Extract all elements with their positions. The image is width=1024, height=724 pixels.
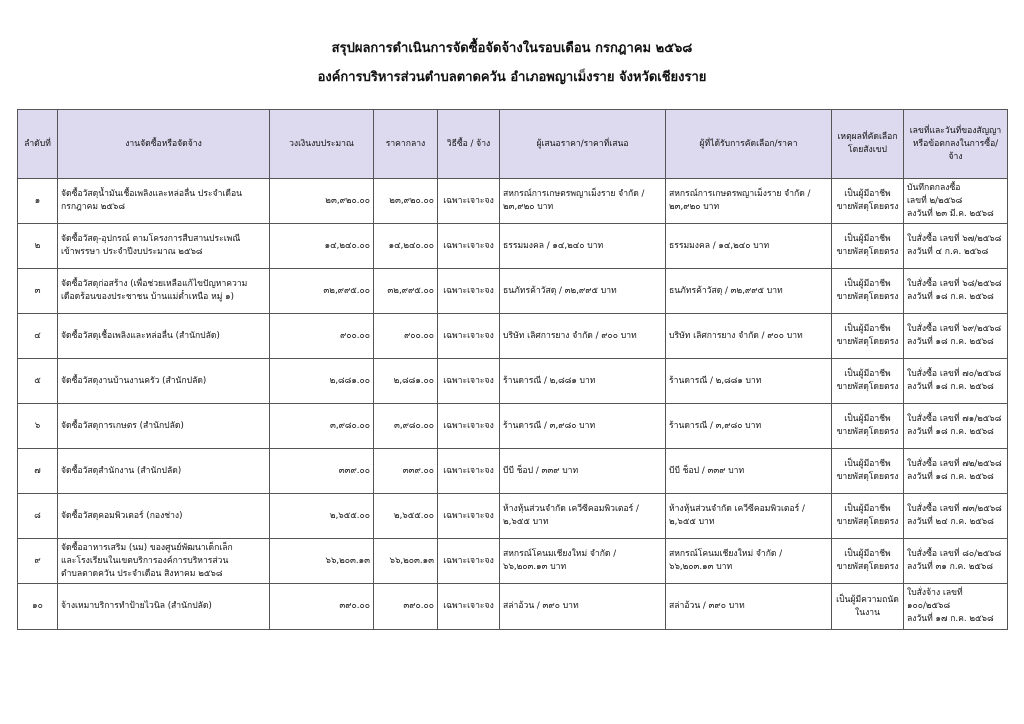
cell-line: ขายพัสดุโดยตรง [836, 202, 899, 212]
cell-line: สหกรณ์การเกษตรพญาเม็งราย จำกัด / [669, 189, 811, 199]
cell-line: ขายพัสดุโดยตรง [836, 337, 899, 347]
header-median: ราคากลาง [374, 110, 438, 179]
header-bidders: ผู้เสนอราคา/ราคาที่เสนอ [500, 110, 666, 179]
cell-line: ๒๓,๙๒๐ บาท [503, 202, 554, 212]
cell-method: เฉพาะเจาะจง [438, 224, 500, 269]
cell-line: จัดซื้อวัสดุคอมพิวเตอร์ (กองช่าง) [61, 510, 183, 521]
cell-contract [904, 314, 1008, 359]
cell-line: เป็นผู้มีอาชีพ [844, 234, 891, 244]
cell-bidders [500, 224, 666, 269]
cell-line: ลงวันที่ ๑๘ ก.ค. ๒๕๖๘ [907, 472, 994, 482]
cell-no: ๖ [18, 404, 58, 449]
cell-line: บันทึกตกลงซื้อ [907, 182, 961, 193]
cell-no: ๔ [18, 314, 58, 359]
cell-line: ร้านดารณี / ๓,๙๘๐ บาท [669, 420, 762, 431]
cell-budget: ๒,๖๕๕.๐๐ [270, 494, 374, 539]
procurement-table [17, 109, 1008, 630]
cell-line: เป็นผู้มีอาชีพ [844, 549, 891, 559]
cell-line: ใบสั่งซื้อ เลขที่ ๖๙/๒๕๖๘ [907, 324, 1002, 334]
cell-line: จัดซื้อวัสดุสำนักงาน (สำนักปลัด) [61, 465, 182, 476]
cell-median: ๖๖,๒๐๓.๑๓ [374, 539, 438, 584]
cell-line: ใบสั่งซื้อ เลขที่ ๗๐/๒๕๖๘ [907, 369, 1002, 379]
cell-line: และโรงเรียนในเขตบริการองค์การบริหารส่วน [61, 555, 229, 566]
cell-line: จัดซื้ออาหารเสริม (นม) ของศูนย์พัฒนาเด็กเล็ก [61, 542, 233, 553]
cell-winner [666, 449, 832, 494]
cell-winner [666, 494, 832, 539]
table-header-row [18, 110, 1008, 179]
cell-item [58, 179, 270, 224]
cell-line: ธรรมมงคล / ๑๔,๒๔๐ บาท [503, 240, 604, 251]
cell-no: ๓ [18, 269, 58, 314]
cell-line: ลงวันที่ ๒๓ มี.ค. ๒๕๖๘ [907, 208, 994, 219]
cell-method: เฉพาะเจาะจง [438, 584, 500, 630]
cell-median: ๓๓๙.๐๐ [374, 449, 438, 494]
cell-line: ๒,๖๕๕ บาท [503, 517, 549, 527]
cell-line: ใบสั่งซื้อ เลขที่ ๗๑/๒๕๖๘ [907, 414, 1002, 424]
cell-line: ขายพัสดุโดยตรง [836, 292, 899, 302]
cell-line: เป็นผู้มีอาชีพ [844, 369, 891, 379]
cell-method: เฉพาะเจาะจง [438, 494, 500, 539]
cell-item [58, 269, 270, 314]
header-reason [832, 110, 904, 179]
cell-no: ๑ [18, 179, 58, 224]
cell-line: ธนภัทรค้าวัสดุ / ๓๒,๙๙๕ บาท [503, 285, 617, 296]
cell-item [58, 539, 270, 584]
cell-no: ๘ [18, 494, 58, 539]
cell-line: ขายพัสดุโดยตรง [836, 472, 899, 482]
cell-bidders [500, 539, 666, 584]
cell-method: เฉพาะเจาะจง [438, 179, 500, 224]
cell-item [58, 494, 270, 539]
cell-winner [666, 314, 832, 359]
cell-contract [904, 539, 1008, 584]
cell-line: จ้างเหมาบริการทำป้ายไวนิล (สำนักปลัด) [61, 601, 212, 611]
cell-reason [832, 224, 904, 269]
cell-method: เฉพาะเจาะจง [438, 539, 500, 584]
cell-line: บีบี ช็อป / ๓๓๙ บาท [503, 465, 579, 476]
cell-line: ร้านดารณี / ๒,๘๘๑ บาท [503, 375, 596, 386]
table-row [18, 404, 1008, 449]
cell-method: เฉพาะเจาะจง [438, 269, 500, 314]
cell-line: ลงวันที่ ๑๘ ก.ค. ๒๕๖๘ [907, 427, 994, 437]
cell-line: จัดซื้อวัสดุเชื้อเพลิงและหล่อลื่น (สำนักปลัด) [61, 330, 220, 341]
cell-contract [904, 224, 1008, 269]
cell-median: ๑๔,๒๔๐.๐๐ [374, 224, 438, 269]
cell-contract [904, 359, 1008, 404]
header-reason-line: เหตุผลที่คัดเลือก [837, 132, 898, 142]
cell-line: ธนภัทรค้าวัสดุ / ๓๒,๙๙๕ บาท [669, 285, 783, 296]
table-row [18, 539, 1008, 584]
cell-line: ขายพัสดุโดยตรง [836, 562, 899, 572]
cell-line: ขายพัสดุโดยตรง [836, 247, 899, 257]
cell-winner [666, 224, 832, 269]
cell-no: ๕ [18, 359, 58, 404]
cell-reason [832, 404, 904, 449]
header-contract [904, 110, 1008, 179]
cell-reason [832, 584, 904, 630]
cell-line: ๖๖,๒๐๓.๑๓ บาท [503, 562, 567, 572]
cell-line: ใบสั่งซื้อ เลขที่ ๘๐/๒๕๖๘ [907, 549, 1002, 559]
cell-bidders [500, 179, 666, 224]
cell-budget: ๓๒,๙๙๕.๐๐ [270, 269, 374, 314]
cell-line: ในงาน [855, 607, 880, 618]
cell-line: สล่าอ้วน / ๓๙๐ บาท [669, 601, 745, 611]
cell-no: ๒ [18, 224, 58, 269]
cell-line: จัดซื้อวัสดุน้ำมันเชื้อเพลิงและหล่อลื่น ประจำเดือน [61, 189, 242, 199]
cell-line: เป็นผู้มีอาชีพ [844, 504, 891, 514]
table-row [18, 224, 1008, 269]
cell-line: ขายพัสดุโดยตรง [836, 517, 899, 527]
cell-line: บีบี ช็อป / ๓๓๙ บาท [669, 465, 745, 476]
cell-median: ๓,๙๘๐.๐๐ [374, 404, 438, 449]
cell-reason [832, 539, 904, 584]
cell-bidders [500, 584, 666, 630]
table-row [18, 494, 1008, 539]
table-row [18, 314, 1008, 359]
cell-budget: ๙๐๐.๐๐ [270, 314, 374, 359]
cell-line: ขายพัสดุโดยตรง [836, 427, 899, 437]
cell-line: ขายพัสดุโดยตรง [836, 382, 899, 392]
cell-budget: ๒๓,๙๒๐.๐๐ [270, 179, 374, 224]
cell-contract [904, 179, 1008, 224]
table-row [18, 359, 1008, 404]
cell-contract [904, 269, 1008, 314]
cell-item [58, 584, 270, 630]
cell-line: ลงวันที่ ๑๘ ก.ค. ๒๕๖๘ [907, 382, 994, 392]
cell-reason [832, 449, 904, 494]
cell-line: ลงวันที่ ๒๔ ก.ค. ๒๕๖๘ [907, 517, 994, 527]
cell-median: ๓๙๐.๐๐ [374, 584, 438, 630]
cell-line: เป็นผู้มีอาชีพ [844, 324, 891, 334]
cell-line: เป็นผู้มีอาชีพ [844, 189, 891, 199]
cell-bidders [500, 359, 666, 404]
header-no: ลำดับที่ [18, 110, 58, 179]
cell-line: ใบสั่งซื้อ เลขที่ ๖๘/๒๕๖๘ [907, 279, 1002, 289]
cell-line: ใบสั่งจ้าง เลขที่ ๑๐๐/๒๕๖๘ [907, 588, 963, 611]
cell-line: สหกรณ์โคนมเชียงใหม่ จำกัด / [503, 549, 617, 559]
cell-method: เฉพาะเจาะจง [438, 359, 500, 404]
cell-reason [832, 359, 904, 404]
cell-line: บริษัท เลิศการยาง จำกัด / ๙๐๐ บาท [503, 330, 637, 341]
cell-line: เป็นผู้มีความถนัด [836, 594, 899, 605]
cell-method: เฉพาะเจาะจง [438, 449, 500, 494]
cell-line: ๒๓,๙๒๐ บาท [669, 202, 720, 212]
header-contract-line: หรือข้อตกลงในการซื้อ/จ้าง [912, 138, 999, 162]
cell-line: เป็นผู้มีอาชีพ [844, 459, 891, 469]
cell-line: เป็นผู้มีอาชีพ [844, 279, 891, 289]
cell-line: จัดซื้อวัสดุ-อุปกรณ์ ตามโครงการสืบสานประเพณี [61, 234, 241, 244]
cell-method: เฉพาะเจาะจง [438, 404, 500, 449]
cell-no: ๗ [18, 449, 58, 494]
cell-line: ใบสั่งซื้อ เลขที่ ๖๗/๒๕๖๘ [907, 234, 1002, 244]
cell-line: จัดซื้อวัสดุก่อสร้าง (เพื่อช่วยเหลือแก้ไขปัญหาความ [61, 279, 248, 289]
cell-item [58, 314, 270, 359]
cell-budget: ๒,๘๘๑.๐๐ [270, 359, 374, 404]
cell-contract [904, 404, 1008, 449]
cell-line: สล่าอ้วน / ๓๙๐ บาท [503, 601, 579, 611]
cell-median: ๒๓,๙๒๐.๐๐ [374, 179, 438, 224]
table-row [18, 179, 1008, 224]
cell-bidders [500, 269, 666, 314]
cell-reason [832, 179, 904, 224]
cell-line: ๒,๖๕๕ บาท [669, 517, 715, 527]
cell-item [58, 359, 270, 404]
page-title: สรุปผลการดำเนินการจัดซื้อจัดจ้างในรอบเดือน กรกฎาคม ๒๕๖๘ [331, 41, 693, 56]
cell-line: ลงวันที่ ๑๘ ก.ค. ๒๕๖๘ [907, 337, 994, 347]
cell-budget: ๓๙๐.๐๐ [270, 584, 374, 630]
header-item: งานจัดซื้อหรือจัดจ้าง [58, 110, 270, 179]
cell-contract [904, 584, 1008, 630]
cell-line: เข้าพรรษา ประจำปีงบประมาณ ๒๕๖๘ [61, 247, 203, 257]
table-row [18, 269, 1008, 314]
cell-item [58, 449, 270, 494]
table-row [18, 449, 1008, 494]
cell-contract [904, 494, 1008, 539]
cell-line: ลงวันที่ ๑๘ ก.ค. ๒๕๖๘ [907, 292, 994, 302]
cell-line: ห้างหุ้นส่วนจำกัด เควีซีคอมพิวเตอร์ / [503, 504, 639, 514]
cell-line: ร้านดารณี / ๓,๙๘๐ บาท [503, 420, 596, 431]
cell-item [58, 224, 270, 269]
header-method: วิธีซื้อ / จ้าง [438, 110, 500, 179]
cell-method: เฉพาะเจาะจง [438, 314, 500, 359]
header-contract-line: เลขที่และวันที่ของสัญญา [909, 125, 1002, 136]
cell-line: ใบสั่งซื้อ เลขที่ ๗๒/๒๕๖๘ [907, 459, 1002, 469]
cell-line: ลงวันที่ ๔ ก.ค. ๒๕๖๘ [907, 247, 989, 257]
cell-median: ๙๐๐.๐๐ [374, 314, 438, 359]
cell-winner [666, 359, 832, 404]
page-subtitle: องค์การบริหารส่วนตำบลตาดควัน อำเภอพญาเม็งราย จังหวัดเชียงราย [317, 70, 707, 85]
cell-median: ๒,๖๕๕.๐๐ [374, 494, 438, 539]
cell-line: เลขที่ ๒/๒๕๖๘ [907, 195, 963, 206]
cell-line: ลงวันที่ ๑๗ ก.ค. ๒๕๖๘ [907, 614, 994, 624]
cell-line: กรกฎาคม ๒๕๖๘ [61, 202, 126, 212]
cell-no: ๙ [18, 539, 58, 584]
cell-reason [832, 269, 904, 314]
cell-line: สหกรณ์การเกษตรพญาเม็งราย จำกัด / [503, 189, 645, 199]
cell-budget: ๖๖,๒๐๓.๑๓ [270, 539, 374, 584]
cell-budget: ๓,๙๘๐.๐๐ [270, 404, 374, 449]
cell-contract [904, 449, 1008, 494]
cell-bidders [500, 494, 666, 539]
cell-reason [832, 314, 904, 359]
document-header [0, 40, 1024, 87]
cell-line: จัดซื้อวัสดุงานบ้านงานครัว (สำนักปลัด) [61, 375, 207, 386]
cell-line: ธรรมมงคล / ๑๔,๒๔๐ บาท [669, 240, 770, 251]
cell-line: เป็นผู้มีอาชีพ [844, 414, 891, 424]
cell-line: เดือดร้อนของประชาชน บ้านแม่ต๋ำเหนือ หมู่ ๑) [61, 292, 234, 302]
cell-winner [666, 269, 832, 314]
cell-winner [666, 179, 832, 224]
cell-budget: ๑๔,๒๔๐.๐๐ [270, 224, 374, 269]
cell-median: ๒,๘๘๑.๐๐ [374, 359, 438, 404]
cell-line: ๖๖,๒๐๓.๑๓ บาท [669, 562, 733, 572]
cell-reason [832, 494, 904, 539]
cell-line: จัดซื้อวัสดุการเกษตร (สำนักปลัด) [61, 420, 184, 431]
cell-item [58, 404, 270, 449]
cell-no: ๑๐ [18, 584, 58, 630]
cell-budget: ๓๓๙.๐๐ [270, 449, 374, 494]
cell-bidders [500, 404, 666, 449]
cell-winner [666, 404, 832, 449]
cell-line: บริษัท เลิศการยาง จำกัด / ๙๐๐ บาท [669, 330, 803, 341]
cell-median: ๓๒,๙๙๕.๐๐ [374, 269, 438, 314]
cell-winner [666, 584, 832, 630]
cell-line: ตำบลตาดควัน ประจำเดือน สิงหาคม ๒๕๖๘ [61, 568, 223, 579]
cell-bidders [500, 449, 666, 494]
cell-line: ห้างหุ้นส่วนจำกัด เควีซีคอมพิวเตอร์ / [669, 504, 805, 514]
header-reason-line: โดยสังเขป [848, 145, 887, 155]
cell-line: ร้านดารณี / ๒,๘๘๑ บาท [669, 375, 762, 386]
table-row [18, 584, 1008, 630]
cell-bidders [500, 314, 666, 359]
header-budget: วงเงินงบประมาณ [270, 110, 374, 179]
cell-winner [666, 539, 832, 584]
cell-line: ใบสั่งซื้อ เลขที่ ๗๓/๒๕๖๘ [907, 504, 1002, 514]
cell-line: ลงวันที่ ๓๑ ก.ค. ๒๕๖๘ [907, 562, 994, 572]
header-winner: ผู้ที่ได้รับการคัดเลือก/ราคา [666, 110, 832, 179]
cell-line: สหกรณ์โคนมเชียงใหม่ จำกัด / [669, 549, 783, 559]
